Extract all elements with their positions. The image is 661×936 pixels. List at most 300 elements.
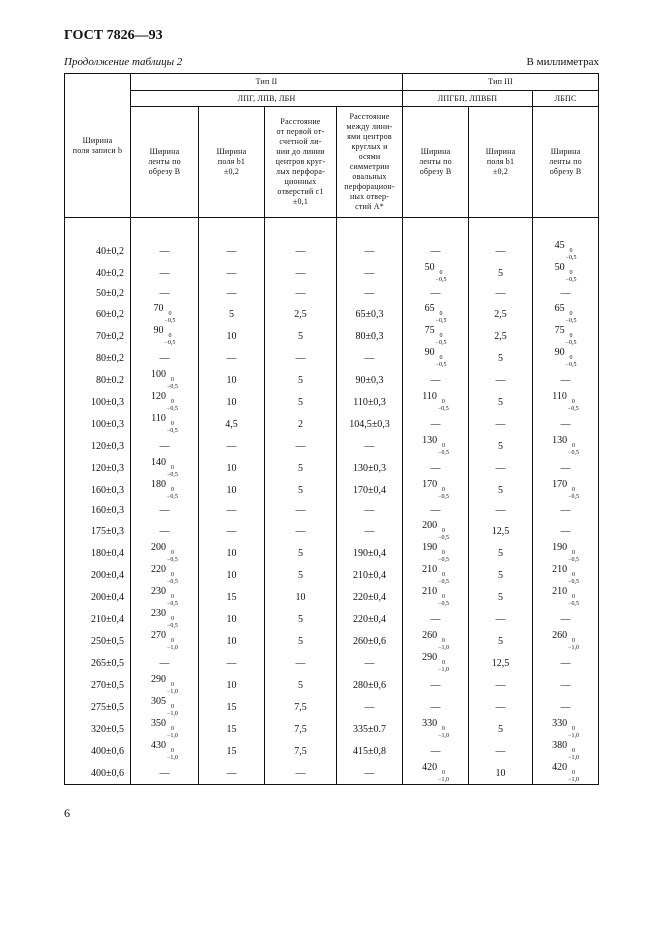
table-cell: 15 bbox=[199, 696, 265, 718]
table-cell: 100±0,3 bbox=[65, 413, 131, 435]
tolerance bbox=[438, 443, 449, 457]
tolerance-lower: −0,5 bbox=[567, 406, 579, 412]
table-cell: 50±0,2 bbox=[65, 284, 131, 303]
table-row bbox=[65, 630, 599, 652]
tolerance-lower: −0,5 bbox=[167, 406, 178, 412]
table-cell: 40±0,2 bbox=[65, 240, 131, 262]
nominal-value: 260 bbox=[552, 630, 568, 641]
table-row bbox=[65, 457, 599, 479]
table-cell: 170±0,4 bbox=[337, 479, 403, 501]
nominal-value: 110 bbox=[151, 413, 166, 424]
table-cell: 5 bbox=[469, 630, 533, 652]
table-cell: — bbox=[265, 435, 337, 457]
units-note: В миллиметрах bbox=[526, 56, 599, 68]
table-cell: — bbox=[131, 347, 199, 369]
column-header: Ширина поля b1 ±0,2 bbox=[469, 107, 533, 218]
table-row bbox=[65, 564, 599, 586]
tolerance-lower: −1,0 bbox=[438, 733, 449, 739]
table-cell bbox=[533, 762, 599, 785]
nominal-value: 65 bbox=[554, 303, 565, 314]
tolerance bbox=[568, 487, 579, 501]
tolerance bbox=[167, 726, 178, 740]
table-cell: — bbox=[403, 240, 469, 262]
tolerance-upper: 0 bbox=[439, 355, 443, 361]
tolerance bbox=[167, 399, 178, 413]
tolerance bbox=[167, 465, 178, 479]
table-cell: 400±0,6 bbox=[65, 762, 131, 785]
tolerance-lower: −0,5 bbox=[164, 340, 176, 346]
table-cell: 4,5 bbox=[199, 413, 265, 435]
table-cell: — bbox=[533, 284, 599, 303]
tolerance-upper: 0 bbox=[170, 399, 174, 405]
table-row bbox=[65, 674, 599, 696]
tolerance bbox=[436, 355, 447, 369]
table-cell: 335±0.7 bbox=[337, 718, 403, 740]
tolerance bbox=[165, 311, 176, 325]
nominal-value: 220 bbox=[151, 564, 167, 575]
tolerance bbox=[436, 270, 447, 284]
table-cell: 5 bbox=[265, 564, 337, 586]
table-cell bbox=[403, 303, 469, 325]
table-cell: 320±0,5 bbox=[65, 718, 131, 740]
table-cell: — bbox=[469, 501, 533, 520]
tolerance-lower: −0,5 bbox=[167, 494, 178, 500]
table-cell: 210±0,4 bbox=[337, 564, 403, 586]
nominal-value: 230 bbox=[151, 586, 167, 597]
table-cell: 90±0,3 bbox=[337, 369, 403, 391]
tolerance-upper: 0 bbox=[170, 377, 174, 383]
table-cell: 5 bbox=[265, 542, 337, 564]
table-cell: 5 bbox=[469, 347, 533, 369]
tolerance-upper: 0 bbox=[442, 443, 446, 449]
table-cell: — bbox=[131, 262, 199, 284]
tolerance-lower: −1,0 bbox=[167, 645, 178, 651]
tolerance-lower: −0,5 bbox=[435, 277, 447, 283]
nominal-value: 270 bbox=[151, 630, 167, 641]
tolerance-upper: 0 bbox=[170, 594, 174, 600]
tolerance bbox=[438, 528, 449, 542]
table-cell: 5 bbox=[469, 564, 533, 586]
table-cell bbox=[403, 564, 469, 586]
table-cell: — bbox=[265, 284, 337, 303]
nominal-value: 45 bbox=[554, 240, 565, 251]
table-cell: — bbox=[337, 501, 403, 520]
nominal-value: 230 bbox=[151, 608, 167, 619]
table-cell: — bbox=[533, 674, 599, 696]
table-cell: 5 bbox=[469, 262, 533, 284]
tolerance-lower: −0,5 bbox=[565, 340, 577, 346]
table-cell: 5 bbox=[265, 457, 337, 479]
header-type-2: Тип II bbox=[131, 74, 403, 91]
table-cell bbox=[403, 325, 469, 347]
tolerance-upper: 0 bbox=[442, 487, 446, 493]
table-cell bbox=[403, 718, 469, 740]
table-cell bbox=[533, 347, 599, 369]
tolerance bbox=[167, 682, 178, 696]
tolerance-upper: 0 bbox=[572, 550, 576, 556]
table-cell: 80±0,2 bbox=[65, 347, 131, 369]
tolerance bbox=[568, 572, 579, 586]
table-cell bbox=[403, 586, 469, 608]
nominal-value: 170 bbox=[552, 479, 568, 490]
table-cell: — bbox=[131, 240, 199, 262]
table-cell bbox=[403, 542, 469, 564]
tolerance bbox=[568, 748, 579, 762]
nominal-value: 210 bbox=[422, 586, 438, 597]
table-cell: — bbox=[469, 413, 533, 435]
tolerance-lower: −0,5 bbox=[167, 579, 178, 585]
tolerance-upper: 0 bbox=[168, 333, 172, 339]
table-cell: 5 bbox=[265, 325, 337, 347]
tolerance-lower: −0,5 bbox=[565, 318, 577, 324]
tolerance bbox=[566, 355, 577, 369]
table-cell: 10 bbox=[199, 369, 265, 391]
table-cell: — bbox=[403, 284, 469, 303]
nominal-value: 330 bbox=[422, 718, 438, 729]
tolerance-upper: 0 bbox=[572, 726, 576, 732]
tolerance-lower: −0,5 bbox=[568, 494, 579, 500]
table-cell: 5 bbox=[265, 608, 337, 630]
nominal-value: 200 bbox=[151, 542, 167, 553]
tolerance bbox=[167, 377, 178, 391]
nominal-value: 140 bbox=[151, 457, 167, 468]
table-row bbox=[65, 608, 599, 630]
table-row bbox=[65, 520, 599, 542]
table-spacer-row bbox=[65, 218, 599, 241]
tolerance-upper: 0 bbox=[572, 748, 576, 754]
table-cell: — bbox=[337, 652, 403, 674]
table-row bbox=[65, 652, 599, 674]
table-cell: — bbox=[533, 608, 599, 630]
tolerance-upper: 0 bbox=[572, 770, 576, 776]
tolerance bbox=[438, 487, 449, 501]
table-cell: 5 bbox=[469, 435, 533, 457]
table-cell: — bbox=[131, 501, 199, 520]
tolerance bbox=[568, 443, 579, 457]
table-cell: 80±0.2 bbox=[65, 369, 131, 391]
tolerance bbox=[438, 770, 449, 784]
tolerance-lower: −0,5 bbox=[438, 579, 449, 585]
table-row bbox=[65, 347, 599, 369]
tolerance-upper: 0 bbox=[569, 333, 573, 339]
table-cell: — bbox=[265, 347, 337, 369]
table-cell: 5 bbox=[199, 303, 265, 325]
table-cell: 415±0,8 bbox=[337, 740, 403, 762]
nominal-value: 420 bbox=[422, 762, 438, 773]
table-cell: 5 bbox=[265, 630, 337, 652]
table-cell bbox=[131, 218, 199, 241]
nominal-value: 75 bbox=[554, 325, 565, 336]
table-row bbox=[65, 284, 599, 303]
tolerance-upper: 0 bbox=[170, 572, 174, 578]
table-cell bbox=[131, 413, 199, 435]
nominal-value: 210 bbox=[552, 586, 568, 597]
table-cell: — bbox=[533, 413, 599, 435]
nominal-value: 190 bbox=[422, 542, 438, 553]
table-cell: 5 bbox=[265, 674, 337, 696]
tolerance-upper: 0 bbox=[442, 660, 446, 666]
table-cell: — bbox=[199, 240, 265, 262]
tolerance-lower: −0,5 bbox=[435, 340, 447, 346]
tolerance bbox=[165, 333, 176, 347]
tolerance-lower: −0,5 bbox=[565, 277, 577, 283]
table-row bbox=[65, 586, 599, 608]
tolerance bbox=[568, 399, 579, 413]
table-cell: 10 bbox=[199, 608, 265, 630]
table-cell: — bbox=[131, 652, 199, 674]
table-cell: — bbox=[403, 608, 469, 630]
table-cell: — bbox=[469, 240, 533, 262]
tolerance-lower: −0,5 bbox=[565, 255, 577, 261]
table-cell: — bbox=[199, 762, 265, 785]
tolerance-upper: 0 bbox=[441, 399, 445, 405]
table-cell bbox=[131, 696, 199, 718]
table-cell: 10 bbox=[265, 586, 337, 608]
tolerance-upper: 0 bbox=[569, 248, 573, 254]
tolerance-upper: 0 bbox=[442, 594, 446, 600]
table-cell bbox=[533, 740, 599, 762]
header-type-2-grades: ЛПГ, ЛПВ, ЛБН bbox=[131, 91, 403, 107]
table-cell: 5 bbox=[469, 391, 533, 413]
table-cell bbox=[533, 240, 599, 262]
table-cell: 65±0,3 bbox=[337, 303, 403, 325]
table-cell bbox=[533, 479, 599, 501]
nominal-value: 110 bbox=[422, 391, 437, 402]
table-cell: 2,5 bbox=[469, 325, 533, 347]
table-cell: — bbox=[199, 262, 265, 284]
tolerance-upper: 0 bbox=[442, 528, 446, 534]
header-type-3: Тип III bbox=[403, 74, 599, 91]
tolerance-upper: 0 bbox=[572, 487, 576, 493]
table-cell bbox=[533, 542, 599, 564]
table-cell: — bbox=[533, 457, 599, 479]
tolerance-lower: −0,5 bbox=[438, 450, 449, 456]
table-cell: 10 bbox=[199, 674, 265, 696]
table-cell bbox=[337, 218, 403, 241]
table-cell: — bbox=[337, 240, 403, 262]
tolerance-upper: 0 bbox=[572, 443, 576, 449]
tolerance-lower: −0,5 bbox=[438, 557, 449, 563]
tolerance bbox=[438, 726, 449, 740]
table-cell: 265±0,5 bbox=[65, 652, 131, 674]
tolerance-lower: −0,5 bbox=[167, 601, 178, 607]
tolerance-lower: −0,5 bbox=[435, 362, 447, 368]
table-cell: 7,5 bbox=[265, 696, 337, 718]
nominal-value: 70 bbox=[153, 303, 164, 314]
table-cell: 5 bbox=[469, 586, 533, 608]
table-cell bbox=[533, 586, 599, 608]
tolerance bbox=[438, 660, 449, 674]
table-cell: 110±0,3 bbox=[337, 391, 403, 413]
table-cell: 15 bbox=[199, 586, 265, 608]
table-row bbox=[65, 762, 599, 785]
tolerance bbox=[167, 704, 178, 718]
table-cell: — bbox=[131, 762, 199, 785]
table-cell: 2,5 bbox=[265, 303, 337, 325]
table-cell: 5 bbox=[265, 479, 337, 501]
table-row bbox=[65, 303, 599, 325]
table-cell: — bbox=[265, 652, 337, 674]
table-cell: 280±0,6 bbox=[337, 674, 403, 696]
tolerance bbox=[566, 248, 577, 262]
table-cell: 180±0,4 bbox=[65, 542, 131, 564]
tolerance-lower: −1,0 bbox=[167, 733, 178, 739]
nominal-value: 50 bbox=[554, 262, 565, 273]
table-cell: — bbox=[337, 520, 403, 542]
table-cell bbox=[533, 718, 599, 740]
tolerance bbox=[566, 311, 577, 325]
table-cell: — bbox=[337, 696, 403, 718]
tolerance-upper: 0 bbox=[170, 704, 174, 710]
table-row bbox=[65, 435, 599, 457]
tolerance-upper: 0 bbox=[168, 311, 172, 317]
table-cell bbox=[533, 262, 599, 284]
table-cell: 5 bbox=[469, 718, 533, 740]
tolerance-lower: −1,0 bbox=[568, 777, 579, 783]
nominal-value: 290 bbox=[151, 674, 167, 685]
nominal-value: 350 bbox=[151, 718, 167, 729]
table-cell: 270±0,5 bbox=[65, 674, 131, 696]
table-cell: 10 bbox=[199, 479, 265, 501]
document-title: ГОСТ 7826—93 bbox=[64, 28, 163, 43]
table-cell: 104,5±0,3 bbox=[337, 413, 403, 435]
table-row bbox=[65, 369, 599, 391]
table-cell: 210±0,4 bbox=[65, 608, 131, 630]
table-cell bbox=[469, 218, 533, 241]
table-cell: — bbox=[533, 369, 599, 391]
tolerance bbox=[568, 594, 579, 608]
table-cell: — bbox=[403, 674, 469, 696]
table-cell: — bbox=[533, 652, 599, 674]
table-cell: — bbox=[533, 696, 599, 718]
table-cell: 5 bbox=[469, 542, 533, 564]
page-number: 6 bbox=[64, 806, 70, 820]
table-cell bbox=[533, 218, 599, 241]
tolerance bbox=[438, 638, 449, 652]
tolerance-upper: 0 bbox=[170, 487, 174, 493]
nominal-value: 200 bbox=[422, 520, 438, 531]
tolerance bbox=[438, 594, 449, 608]
table-cell: 120±0,3 bbox=[65, 435, 131, 457]
table-cell bbox=[131, 542, 199, 564]
tolerance-upper: 0 bbox=[170, 550, 174, 556]
tolerance-lower: −0,5 bbox=[167, 557, 178, 563]
table-cell bbox=[403, 262, 469, 284]
table-cell: — bbox=[199, 284, 265, 303]
column-header: Расстояние между лини- ями центров круглых и осями симметрии овальных перфорацион- ных отвер- стий A* bbox=[337, 107, 403, 218]
table-cell: 15 bbox=[199, 718, 265, 740]
table-cell: 130±0,3 bbox=[337, 457, 403, 479]
table-cell: — bbox=[337, 435, 403, 457]
nominal-value: 100 bbox=[151, 369, 167, 380]
table-cell bbox=[403, 652, 469, 674]
table-cell: 10 bbox=[199, 630, 265, 652]
nominal-value: 65 bbox=[424, 303, 435, 314]
tolerance-lower: −1,0 bbox=[568, 733, 579, 739]
table-cell: 250±0,5 bbox=[65, 630, 131, 652]
table-cell: — bbox=[403, 369, 469, 391]
tolerance-upper: 0 bbox=[442, 550, 446, 556]
tolerance bbox=[568, 550, 579, 564]
table-cell: 60±0,2 bbox=[65, 303, 131, 325]
tolerance-lower: −1,0 bbox=[167, 689, 178, 695]
table-cell: — bbox=[337, 762, 403, 785]
tolerance-lower: −0,5 bbox=[167, 384, 178, 390]
tolerance bbox=[167, 594, 178, 608]
tolerance bbox=[566, 333, 577, 347]
nominal-value: 130 bbox=[552, 435, 568, 446]
table-cell bbox=[131, 718, 199, 740]
table-cell bbox=[403, 479, 469, 501]
nominal-value: 90 bbox=[554, 347, 565, 358]
table-cell: — bbox=[469, 740, 533, 762]
tolerance-upper: 0 bbox=[170, 616, 174, 622]
table-cell: 10 bbox=[469, 762, 533, 785]
table-cell: — bbox=[533, 501, 599, 520]
tolerance-lower: −1,0 bbox=[568, 755, 579, 761]
column-header: Ширина ленты по обрезу B bbox=[533, 107, 599, 218]
table-cell: — bbox=[265, 762, 337, 785]
tolerance-upper: 0 bbox=[572, 572, 576, 578]
tolerance bbox=[167, 550, 178, 564]
table-cell bbox=[265, 218, 337, 241]
nominal-value: 75 bbox=[424, 325, 435, 336]
table-cell: 2,5 bbox=[469, 303, 533, 325]
table-cell: — bbox=[469, 284, 533, 303]
table-cell: — bbox=[403, 413, 469, 435]
tolerance-upper: 0 bbox=[569, 270, 573, 276]
table-row bbox=[65, 325, 599, 347]
tolerance-lower: −0,5 bbox=[164, 318, 176, 324]
header-type-3-grades: ЛПГБП, ЛПВБП bbox=[403, 91, 533, 107]
tolerance bbox=[167, 572, 178, 586]
tolerance-lower: −1,0 bbox=[568, 645, 579, 651]
tolerance bbox=[436, 333, 447, 347]
table-row bbox=[65, 240, 599, 262]
table-cell bbox=[131, 740, 199, 762]
table-cell: — bbox=[533, 520, 599, 542]
table-cell: — bbox=[469, 608, 533, 630]
table-cell: 190±0,4 bbox=[337, 542, 403, 564]
nominal-value: 50 bbox=[424, 262, 435, 273]
table-cell bbox=[403, 762, 469, 785]
tolerance-lower: −0,5 bbox=[438, 535, 449, 541]
nominal-value: 180 bbox=[151, 479, 167, 490]
tolerance-upper: 0 bbox=[170, 682, 174, 688]
tolerance-upper: 0 bbox=[572, 594, 576, 600]
tolerance-lower: −0,5 bbox=[568, 579, 579, 585]
table-cell: — bbox=[469, 369, 533, 391]
table-cell: — bbox=[469, 457, 533, 479]
nominal-value: 90 bbox=[424, 347, 435, 358]
table-cell: — bbox=[403, 740, 469, 762]
table-cell: — bbox=[131, 435, 199, 457]
table-cell: 220±0,4 bbox=[337, 586, 403, 608]
tolerance-upper: 0 bbox=[439, 270, 443, 276]
tolerance-lower: −0,5 bbox=[435, 318, 447, 324]
table-cell: 10 bbox=[199, 564, 265, 586]
table-cell: 80±0,3 bbox=[337, 325, 403, 347]
table-cell: 7,5 bbox=[265, 718, 337, 740]
table-cell: 12,5 bbox=[469, 520, 533, 542]
table-cell: 175±0,3 bbox=[65, 520, 131, 542]
table-cell: 200±0,4 bbox=[65, 564, 131, 586]
table-cell bbox=[131, 479, 199, 501]
tolerance-lower: −0,5 bbox=[437, 406, 449, 412]
tolerance-lower: −0,5 bbox=[166, 428, 178, 434]
tolerance-upper: 0 bbox=[442, 638, 446, 644]
nominal-value: 420 bbox=[552, 762, 568, 773]
